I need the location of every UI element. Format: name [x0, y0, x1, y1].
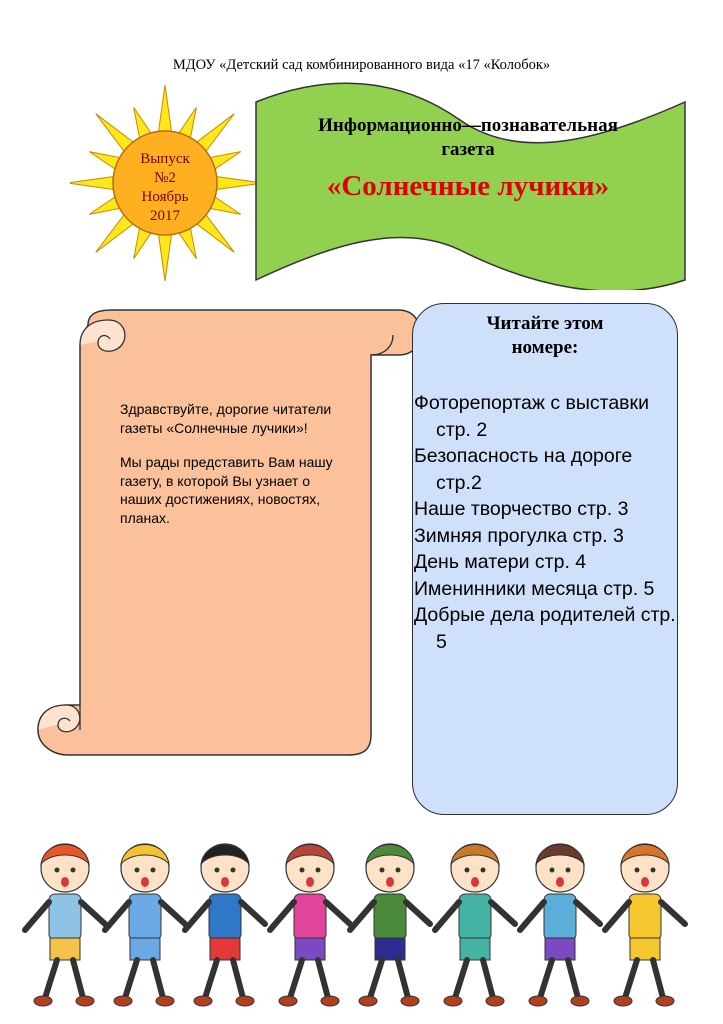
issue-year: 2017 [150, 208, 180, 224]
children-dancing-illustration [20, 820, 705, 1020]
child-figure [520, 844, 600, 1006]
contents-title-line-2: номере: [511, 337, 579, 358]
newspaper-title: «Солнечные лучики» [326, 170, 610, 202]
contents-title-line-1: Читайте этом [486, 313, 604, 334]
contents-item: Именинники месяца стр. 5 [414, 577, 655, 600]
newspaper-subtitle [262, 114, 674, 162]
contents-item: День матери стр. 4 [414, 551, 587, 573]
organization-header: МДОУ «Детский сад комбинированного вида «17 «Колобок» [172, 57, 551, 73]
child-figure [350, 844, 430, 1006]
sun-ray [158, 230, 172, 281]
contents-list [414, 390, 676, 655]
issue-month: Ноябрь [141, 189, 189, 205]
greeting-paragraph-2: Мы рады представить Вам нашу газету, в которой Вы узнает о наших достижениях, новостях, планах. [120, 454, 333, 526]
subtitle-line-1: Информационно—познавательная [318, 115, 618, 136]
sun-ray [158, 85, 172, 136]
contents-item: Наше творчество стр. 3 [414, 498, 629, 520]
sun-ray [70, 176, 118, 190]
contents-item: Безопасность на дороге стр.2 [414, 445, 633, 494]
contents-item: Добрые дела родителей стр. 5 [414, 604, 676, 653]
contents-item: Фоторепортаж с выставки стр. 2 [414, 392, 649, 441]
greeting-paragraph-1: Здравствуйте, дорогие читатели газеты «Солнечные лучики»! [120, 401, 332, 436]
child-figure [270, 844, 350, 1006]
subtitle-line-2: газета [441, 139, 495, 160]
child-figure [435, 844, 515, 1006]
greeting-text [120, 400, 335, 543]
child-figure [25, 844, 105, 1006]
contents-item: Зимняя прогулка стр. 3 [414, 524, 624, 547]
child-figure [105, 844, 185, 1006]
issue-number: №2 [154, 170, 176, 186]
child-figure [605, 844, 685, 1006]
contents-title [440, 312, 650, 360]
child-figure [185, 844, 265, 1006]
issue-label: Выпуск [140, 151, 190, 167]
issue-info [125, 150, 205, 226]
